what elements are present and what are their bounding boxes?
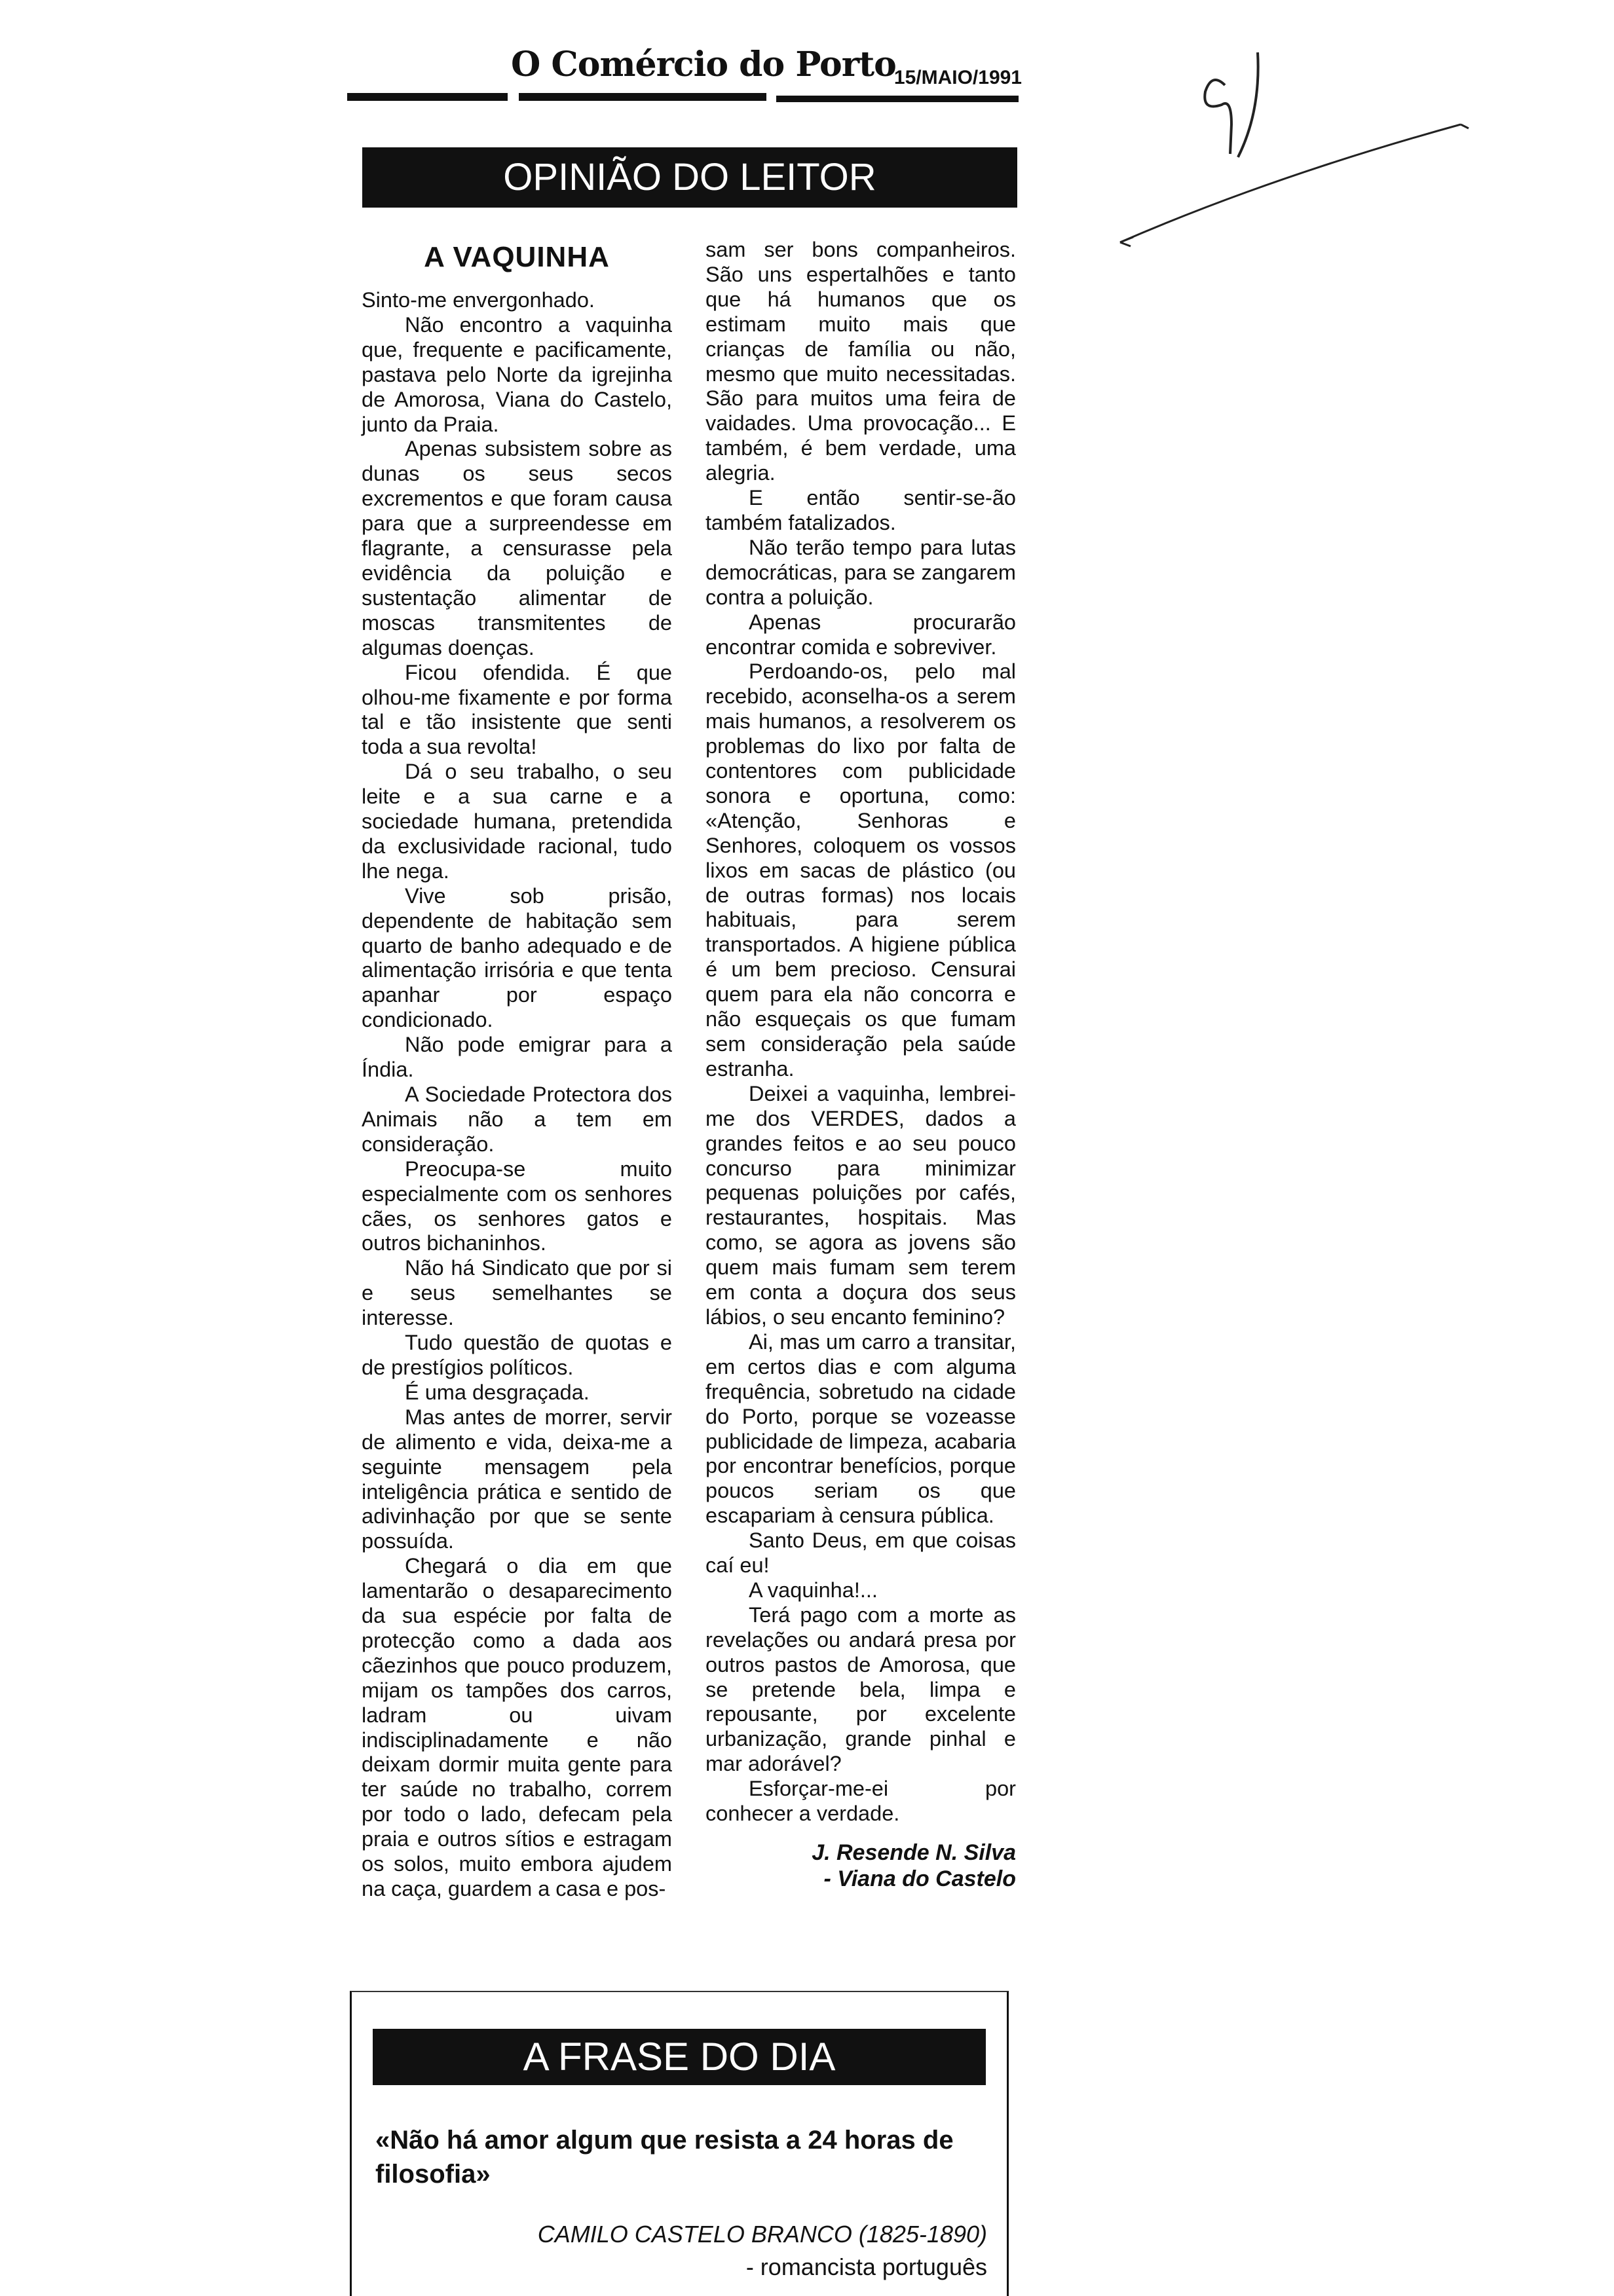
paragraph: Esforçar-me-ei por conhecer a verdade.	[705, 1777, 1016, 1826]
masthead-rule-left	[347, 93, 508, 101]
paragraph: Não terão tempo para lutas democráticas, para se zangarem contra a poluição.	[705, 535, 1016, 609]
article-signature	[705, 1840, 1016, 1892]
paragraph: A Sociedade Protectora dos Animais não a tem em consideração.	[362, 1083, 672, 1156]
paragraph: Ai, mas um carro a transitar, em certos dias e com alguma frequência, sobretudo na cidade do Porto, porque se vozeasse publicidade de limpeza, acabaria por encontrar benefícios, porque poucos seriam os que escapariam à censura pública.	[705, 1329, 1016, 1528]
masthead-rule-right	[776, 96, 1019, 102]
paragraph: A vaquinha!...	[749, 1578, 878, 1602]
paragraph: Não encontro a vaquinha que, frequente e pacificamente, pastava pelo Norte da igrejinha de Amorosa, Viana do Castelo, junto da Praia.	[362, 312, 672, 436]
paragraph: Apenas subsistem sobre as dunas os seus secos excrementos e que foram causa para que a surpreendesse em flagrante, a censurasse pela evidência da poluição e sustentação alimentar de moscas transmitentes de algumas doenças.	[362, 437, 672, 659]
paragraph: Tudo questão de quotas e de prestígios políticos.	[362, 1331, 672, 1379]
paragraph: Vive sob prisão, dependente de habitação sem quarto de banho adequado e de alimentação irrisória e que tenta apanhar por espaço condicionado.	[362, 883, 672, 1032]
quote-author-name: CAMILO CASTELO BRANCO (1825-1890)	[537, 2221, 987, 2248]
paragraph: Ficou ofendida. É que olhou-me fixamente e por forma tal e tão insistente que senti toda a sua revolta!	[362, 660, 672, 759]
newspaper-name: O Comércio do Porto	[511, 45, 896, 84]
masthead-rule-center	[519, 93, 766, 101]
paragraph: Preocupa-se muito especialmente com os senhores cães, os senhores gatos e outros bichaninhos.	[362, 1157, 672, 1255]
article-headline: A VAQUINHA	[424, 241, 610, 273]
section-title: OPINIÃO DO LEITOR	[503, 156, 876, 198]
paragraph: Dá o seu trabalho, o seu leite e a sua carne e a sociedade humana, pretendida da exclusividade racional, tudo lhe nega.	[362, 760, 672, 883]
paragraph: Mas antes de morrer, servir de alimento e vida, deixa-me a seguinte mensagem pela inteligência prática e sentido de adivinhação por que se sente possuída.	[362, 1405, 672, 1553]
frase-title-bar	[373, 2029, 986, 2085]
paragraph: Terá pago com a morte as revelações ou andará presa por outros pastos de Amorosa, que se pretende bela, limpa e repousante, por excelente urbanização, grande pinhal e mar adorável?	[705, 1602, 1016, 1776]
frase-title: A FRASE DO DIA	[523, 2035, 836, 2079]
article-column-1	[362, 288, 672, 1902]
paragraph: É uma desgraçada.	[405, 1380, 590, 1404]
section-title-bar	[362, 147, 1017, 208]
handwritten-mark-icon	[1107, 46, 1474, 255]
publication-date: 15/MAIO/1991	[893, 67, 1022, 88]
paragraph: Chegará o dia em que lamentarão o desaparecimento da sua espécie por falta de protecção como a dada aos cãezinhos que pouco produzem, mijam os tampões dos carros, ladram ou uivam indisciplinadamente e não deixam dormir muita gente para ter saúde no trabalho, correm por todo o lado, defecam pela praia e outros sítios e estragam os solos, muito embora ajudem na caça, guardem a casa e pos-	[362, 1554, 672, 1900]
paragraph: E então sentir-se-ão também fatalizados.	[705, 486, 1016, 534]
paragraph: Não pode emigrar para a Índia.	[362, 1033, 672, 1082]
paragraph: Perdoando-os, pelo mal recebido, aconselha-os a serem mais humanos, a resolverem os problemas do lixo por falta de contentores com publicidade sonora e oportuna, como: «Atenção, Senhoras e Senhores, coloquem os vossos lixos em sacas de plástico (ou de outras formas) nos locais habituais, para serem transportados. A higiene pública é um bem precioso. Censurai quem para ela não concorra e não esqueçais os que fumam sem consideração pela saúde estranha.	[705, 659, 1016, 1081]
author-name: J. Resende N. Silva	[812, 1840, 1016, 1865]
quote-author-desc: - romancista português	[745, 2253, 987, 2280]
paragraph: Não há Sindicato que por si e seus semelhantes se interesse.	[362, 1256, 672, 1330]
quote-attribution	[538, 2218, 987, 2284]
paragraph: sam ser bons companheiros. São uns espertalhões e tanto que há humanos que os estimam muito mais que crianças de família ou não, mesmo que muito necessitadas. São para muitos uma feira de vaidades. Uma provocação... E também, é bem verdade, uma alegria.	[705, 238, 1016, 485]
paragraph: Santo Deus, em que coisas caí eu!	[705, 1528, 1016, 1578]
quote-text: «Não há amor algum que resista a 24 horas de filosofia»	[375, 2126, 954, 2189]
paragraph: Apenas procurarão encontrar comida e sobreviver.	[705, 610, 1016, 659]
author-place: - Viana do Castelo	[823, 1866, 1016, 1891]
paragraph: Sinto-me envergonhado.	[362, 288, 595, 312]
article-column-2	[705, 238, 1016, 1892]
paragraph: Deixei a vaquinha, lembrei-me dos VERDES, dados a grandes feitos e ao seu pouco concurso para minimizar pequenas poluições por cafés, restaurantes, hospitais. Mas como, se agora as jovens são quem mais fumam sem terem em conta a doçura dos seus lábios, o seu encanto feminino?	[705, 1081, 1016, 1329]
frase-do-dia-box	[350, 1991, 1009, 2296]
